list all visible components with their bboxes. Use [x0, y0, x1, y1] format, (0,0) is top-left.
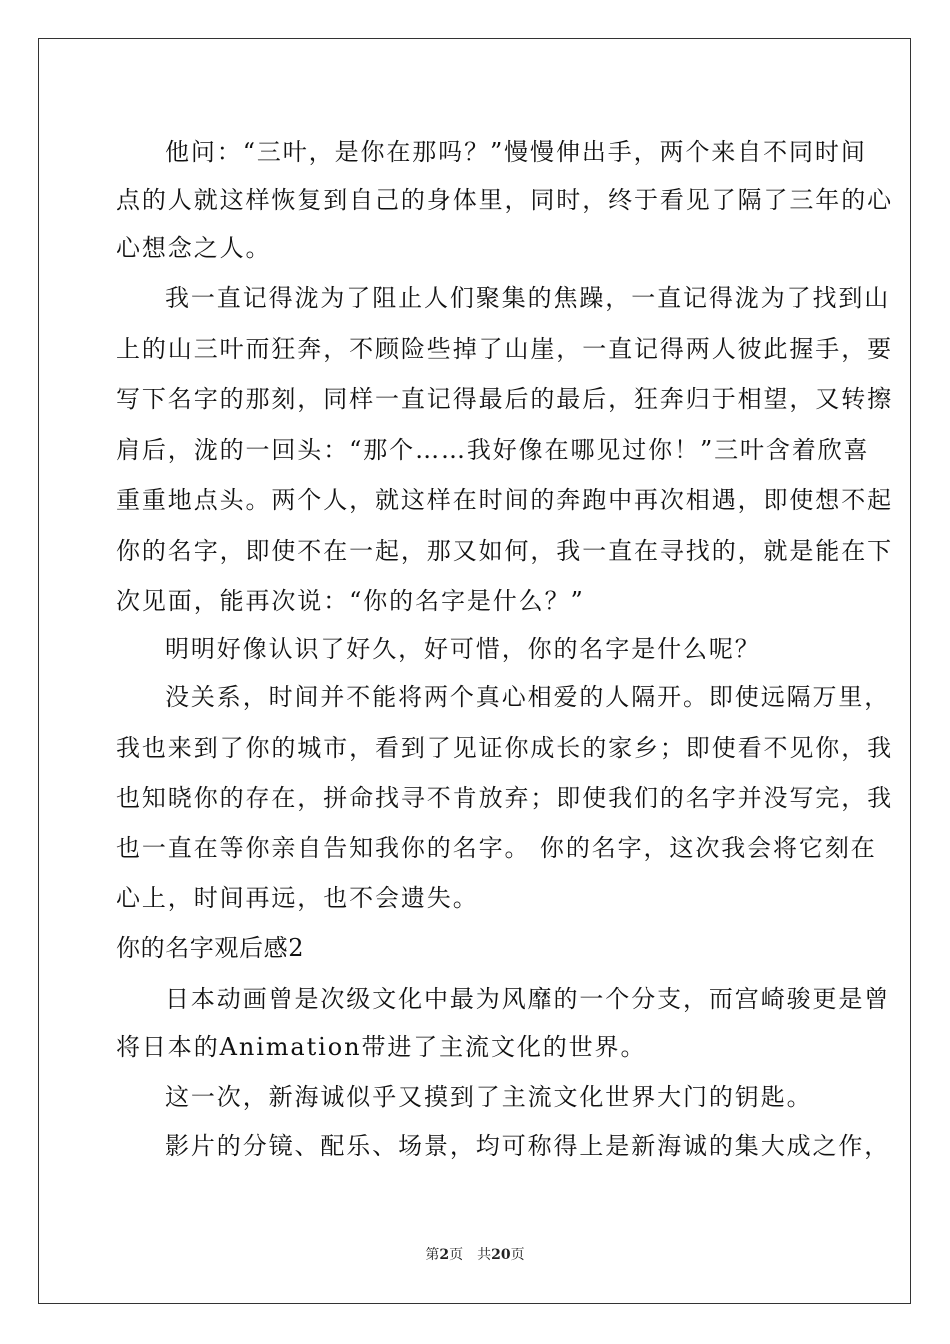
footer-page-suffix: 页 [449, 1247, 464, 1263]
text-line: 点的人就这样恢复到自己的身体里，同时，终于看见了隔了三年的心 [116, 186, 893, 214]
footer-page-number: 2 [439, 1247, 450, 1263]
footer-page-prefix: 第 [425, 1247, 440, 1263]
text-line: 日本动画曾是次级文化中最为风靡的一个分支，而宫崎骏更是曾 [165, 985, 891, 1013]
text-line: 没关系，时间并不能将两个真心相爱的人隔开。即使远隔万里， [165, 683, 891, 711]
text-line: 我一直记得泷为了阻止人们聚集的焦躁，一直记得泷为了找到山 [165, 284, 891, 312]
text-line: 将日本的Animation带进了主流文化的世界。 [116, 1033, 647, 1061]
footer-total-suffix: 页 [510, 1247, 525, 1263]
page-footer [0, 1246, 950, 1264]
footer-total-prefix: 共 [477, 1247, 492, 1263]
text-line: 也一直在等你亲自告知我你的名字。 你的名字，这次我会将它刻在 [116, 834, 877, 862]
text-line: 次见面，能再次说：“你的名字是什么？” [116, 587, 585, 615]
text-line: 重重地点头。两个人，就这样在时间的奔跑中再次相遇，即使想不起 [116, 486, 893, 514]
text-line: 也知晓你的存在，拼命找寻不肯放弃；即使我们的名字并没写完，我 [116, 784, 893, 812]
text-line: 肩后，泷的一回头：“那个……我好像在哪见过你！”三叶含着欣喜 [116, 436, 870, 464]
text-line: 写下名字的那刻，同样一直记得最后的最后，狂奔归于相望，又转擦 [116, 385, 893, 413]
text-line: 他问：“三叶，是你在那吗？”慢慢伸出手，两个来自不同时间 [165, 138, 867, 166]
text-line: 这一次，新海诚似乎又摸到了主流文化世界大门的钥匙。 [165, 1083, 813, 1111]
text-line: 我也来到了你的城市，看到了见证你成长的家乡；即使看不见你，我 [116, 734, 893, 762]
text-line: 心上，时间再远，也不会遗失。 [116, 884, 479, 912]
text-line: 明明好像认识了好久，好可惜，你的名字是什么呢？ [165, 635, 761, 663]
text-line: 心想念之人。 [116, 234, 272, 262]
page-border [38, 38, 911, 1304]
text-line: 上的山三叶而狂奔，不顾险些掉了山崖，一直记得两人彼此握手，要 [116, 335, 893, 363]
text-line: 影片的分镜、配乐、场景，均可称得上是新海诚的集大成之作， [165, 1132, 891, 1160]
footer-total-pages: 20 [491, 1247, 511, 1263]
section-heading: 你的名字观后感2 [116, 934, 305, 962]
text-line: 你的名字，即使不在一起，那又如何，我一直在寻找的，就是能在下 [116, 537, 893, 565]
